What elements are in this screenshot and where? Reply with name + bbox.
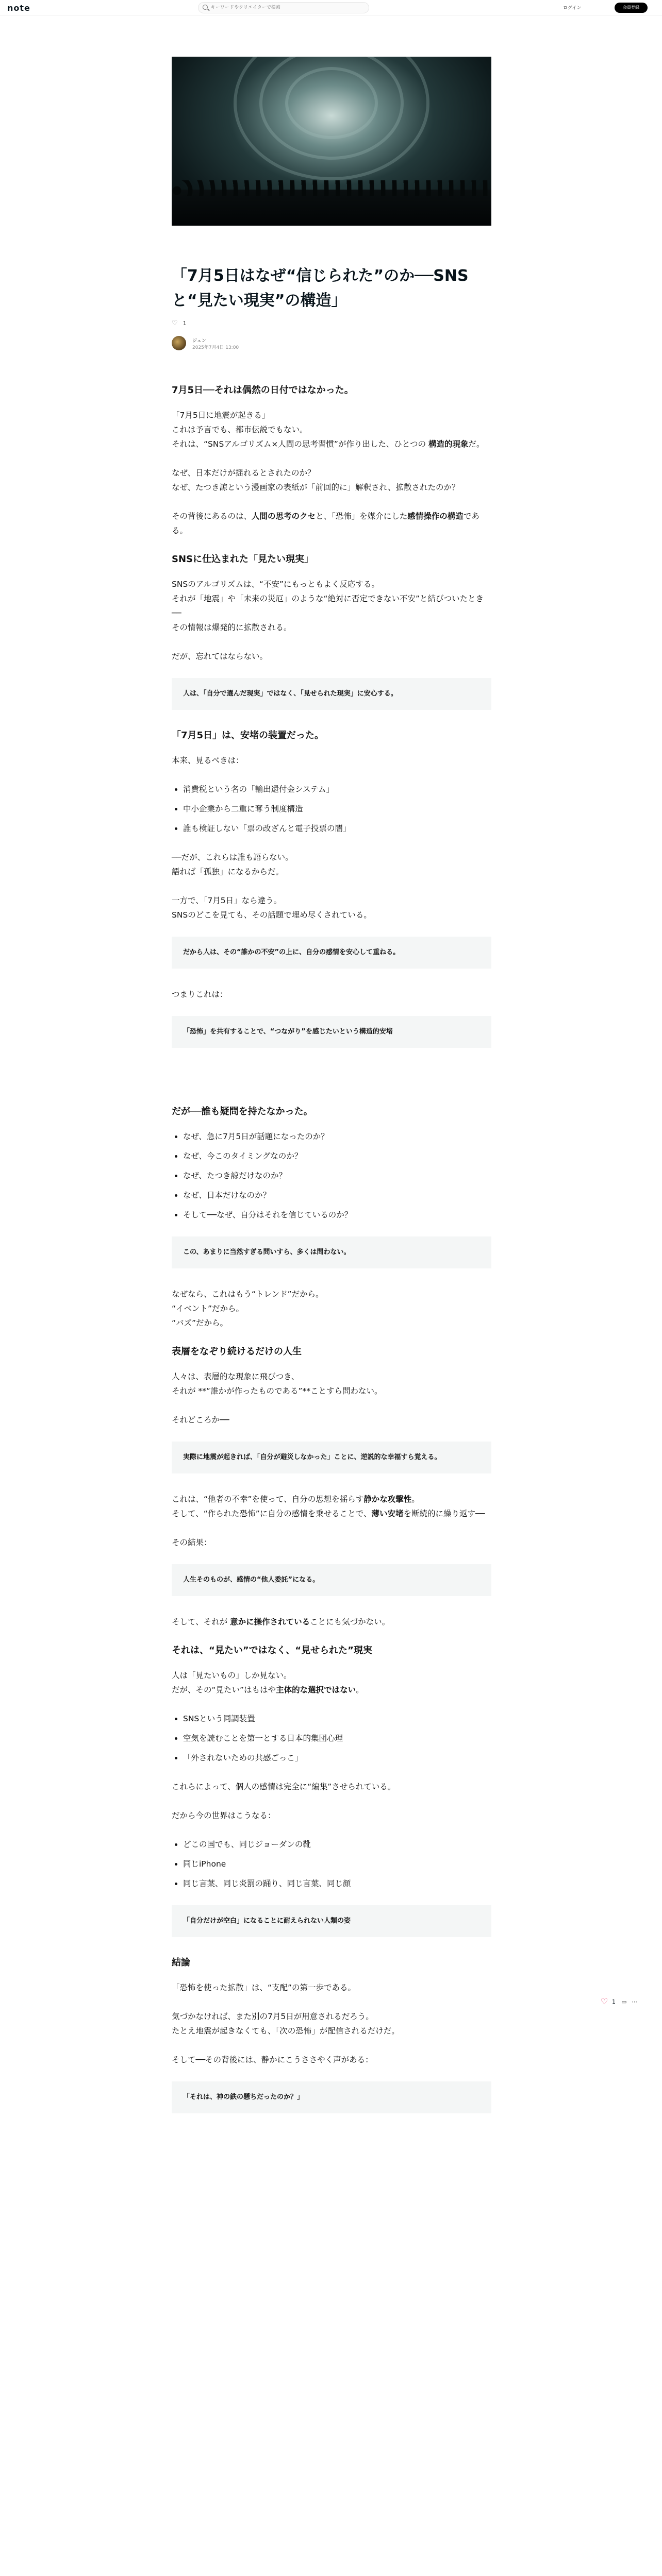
top-like-area	[172, 319, 187, 327]
paragraph: これらによって、個人の感情は完全に“編集”させられている。	[172, 1782, 396, 1791]
bullet-list	[172, 1711, 491, 1765]
paragraph: 人々は、表層的な現象に飛びつき、 それが **“誰かが作ったものである”**ことすら問わない。	[172, 1372, 383, 1396]
paragraph: 「7月5日に地震が起きる」 これは予言でも、都市伝説でもない。 それは、“SNSアルゴリズム×人間の思考習慣”が作り出した、ひとつの 構造的現象だ。	[172, 411, 485, 449]
section-heading: だが──誰も疑問を持たなかった。	[172, 1106, 313, 1117]
paragraph: 一方で、「7月5日」なら違う。 SNSのどこを見ても、その話題で埋め尽くされている。	[172, 896, 372, 920]
paragraph: そして、それが 意かに操作されていることにも気づかない。	[172, 1617, 390, 1626]
list-item: • なぜ、急に7月5日が話題になったのか？	[183, 1129, 491, 1144]
section-heading: 結論	[172, 1957, 190, 1968]
paragraph: これは、“他者の不幸”を使って、自分の思想を揺らす静かな攻撃性。 そして、“作られた恐怖”に自分の感情を乗せることで、薄い安堵を断続的に繰り返す──	[172, 1495, 485, 1518]
list-item: • 中小企業から二重に奪う制度構造	[183, 802, 491, 816]
paragraph: 「恐怖を使った拡散」は、“支配”の第一歩である。	[172, 1983, 356, 1992]
quote-block: 「自分だけが空白」になることに耐えられない人類の姿	[172, 1905, 491, 1937]
section-heading: それは、“見たい”ではなく、“見せられた”現実	[172, 1645, 372, 1656]
bullet-list	[172, 1129, 491, 1222]
list-item: • SNSという同調装置	[183, 1711, 491, 1726]
list-item: • どこの国でも、同じジョーダンの靴	[183, 1837, 491, 1852]
spacer	[172, 1066, 491, 1097]
quote-block: だから人は、その“誰かの不安”の上に、自分の感情を安心して重ねる。	[172, 937, 491, 969]
floating-heart-icon[interactable]: ♡	[601, 1996, 608, 2006]
paragraph: 気づかなければ、また別の7月5日が用意されるだろう。 たとえ地震が起きなくても、「次の恐怖」が配信されるだけだ。	[172, 2012, 400, 2036]
signup-button[interactable]: 会員登録	[615, 3, 648, 13]
list-item: • 同じiPhone	[183, 1857, 491, 1871]
author-name[interactable]: ジュン	[192, 338, 206, 344]
search-box[interactable]	[198, 2, 369, 13]
quote-block: 実際に地震が起きれば、「自分が避災しなかった」ことに、逆説的な幸福すら覚える。	[172, 1442, 491, 1473]
publish-date: 2025年7月4日 13:00	[192, 345, 239, 350]
paragraph: 本来、見るべきは：	[172, 756, 244, 765]
quote-block: 人は、「自分で選んだ現実」ではなく、「見せられた現実」に安心する。	[172, 678, 491, 710]
paragraph: なぜなら、これはもう“トレンド”だから。 “イベント”だから。 “バズ”だから。	[172, 1290, 324, 1328]
like-count: 1	[183, 320, 187, 327]
list-item: • 同じ言葉、同じ炎罰の踊り、同じ言葉、同じ顔	[183, 1876, 491, 1891]
heart-icon[interactable]: ♡	[172, 319, 178, 327]
list-item: • 誰も検証しない「票の改ざんと電子投票の闇」	[183, 821, 491, 836]
list-item: • 「外されないための共感ごっこ」	[183, 1751, 491, 1765]
floating-more-icon[interactable]: ⋯	[632, 1998, 637, 2005]
section-heading: 7月5日──それは偶然の日付ではなかった。	[172, 385, 354, 396]
list-item: • なぜ、たつき諒だけなのか？	[183, 1168, 491, 1183]
list-item: • なぜ、今このタイミングなのか？	[183, 1149, 491, 1163]
search-icon	[203, 5, 208, 10]
article-title: 「7月5日はなぜ“信じられた”のか──SNSと“見たい現実”の構造」	[172, 267, 469, 310]
floating-bookmark-icon[interactable]: ▭	[621, 1998, 627, 2005]
section-heading: 表層をなぞり続けるだけの人生	[172, 1346, 302, 1357]
paragraph: なぜ、日本だけが揺れるとされたのか？ なぜ、たつき諒という漫画家の表紙が「前回的に」解釈され、拡散されたのか？	[172, 468, 460, 492]
paragraph: だが、忘れてはならない。	[172, 652, 268, 661]
list-item: • 空気を読むことを第一とする日本的集団心理	[183, 1731, 491, 1745]
list-item: • なぜ、日本だけなのか？	[183, 1188, 491, 1202]
floating-action-bar	[601, 1996, 642, 2009]
search-input[interactable]	[211, 4, 366, 12]
quote-block: 人生そのものが、感情の“他人委託”になる。	[172, 1564, 491, 1596]
quote-block: 「それは、神の鉄の懸ちだったのか？」	[172, 2081, 491, 2113]
floating-like-count: 1	[612, 1998, 616, 2005]
paragraph: 人は「見たいもの」しか見ない。 だが、その“見たい”はもはや主体的な選択ではない。	[172, 1671, 364, 1694]
article-body	[172, 376, 491, 2132]
author-avatar[interactable]	[172, 336, 186, 350]
list-item: • そして──なぜ、自分はそれを信じているのか？	[183, 1208, 491, 1222]
login-link[interactable]: ログイン	[563, 6, 582, 11]
paragraph: ──だが、これらは誰も語らない。 語れば「孤独」になるからだ。	[172, 853, 293, 876]
bullet-list	[172, 1837, 491, 1891]
quote-block: この、あまりに当然すぎる問いすら、多くは問わない。	[172, 1236, 491, 1268]
section-heading: SNSに仕込まれた「見たい現実」	[172, 554, 313, 565]
quote-block: 「恐怖」を共有することで、“つながり”を感じたいという構造的安堵	[172, 1016, 491, 1048]
paragraph: それどころか──	[172, 1415, 229, 1425]
note-logo[interactable]: note	[7, 3, 30, 13]
paragraph: だから今の世界はこうなる：	[172, 1811, 276, 1820]
list-item: • 消費税という名の「輸出還付金システム」	[183, 782, 491, 796]
section-heading: 「7月5日」は、安堵の装置だった。	[172, 730, 324, 741]
hero-image	[172, 57, 491, 226]
paragraph: つまりこれは：	[172, 990, 228, 999]
paragraph: その結果：	[172, 1538, 212, 1547]
paragraph: そして──その背後には、静かにこうささやく声がある：	[172, 2055, 373, 2064]
bullet-list	[172, 782, 491, 836]
paragraph: SNSのアルゴリズムは、“不安”にもっともよく反応する。 それが「地震」や「未来の災厄」のような“絶対に否定できない不安”と結びついたとき── その情報は爆発的に拡散される。	[172, 580, 484, 632]
paragraph: その背後にあるのは、人間の思考のクセと、「恐怖」を媒介にした感情操作の構造である。	[172, 512, 479, 535]
top-navigation	[0, 0, 662, 15]
